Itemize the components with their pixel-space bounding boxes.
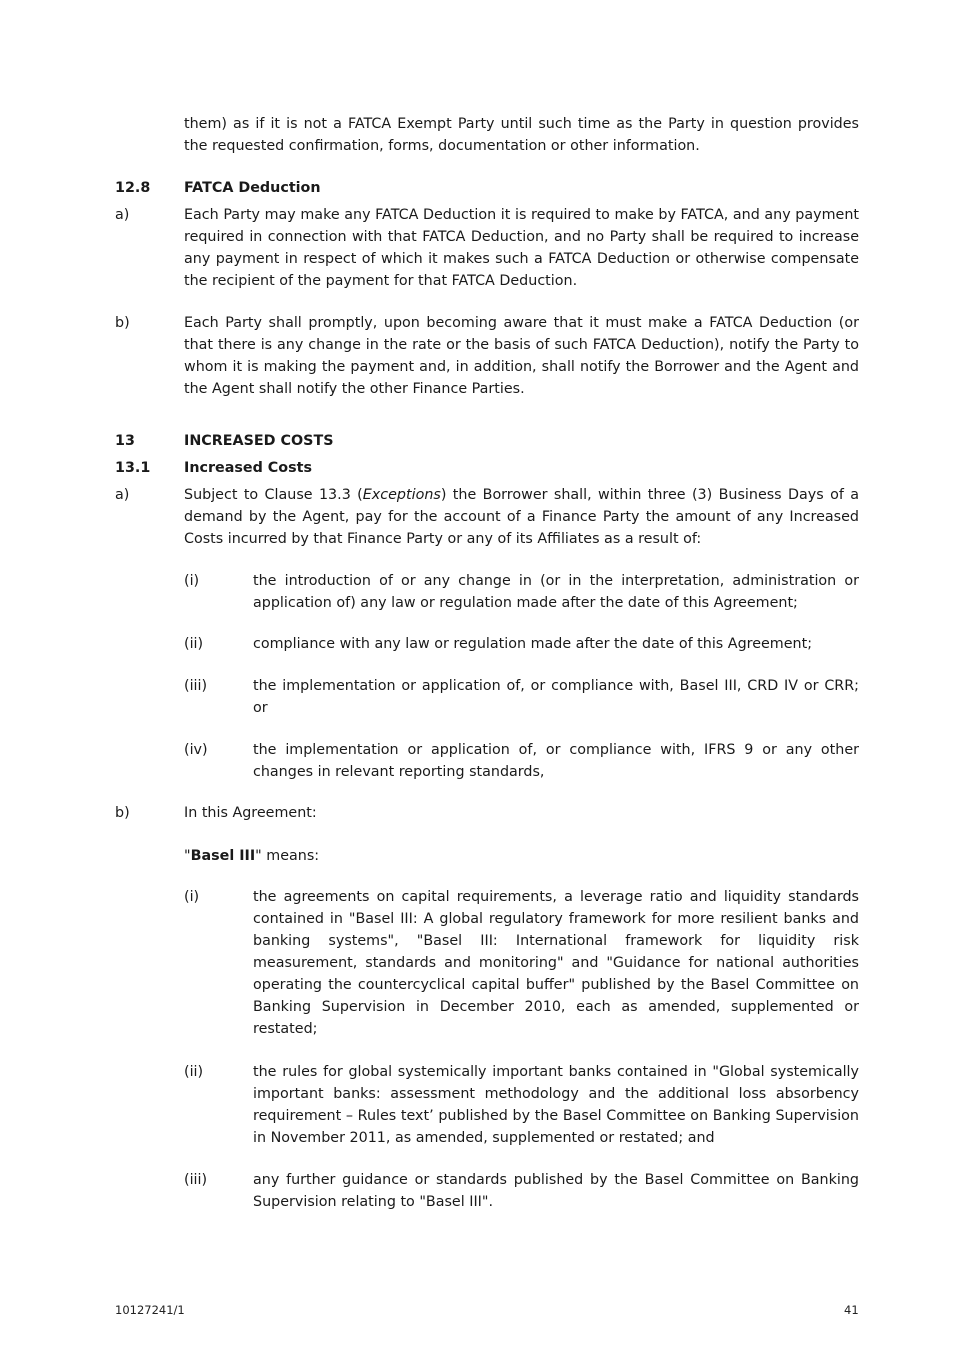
- item-text-b-i: the agreements on capital requirements, a leverage ratio and liquidity standards contained in "Basel III: A global regulatory framework for more resilient banks and banking systems", "Basel III: International framework for liquidity risk measurement, standards and monitoring" and "Guidance for national authorities operating the countercyclical capital buffer" published by the Basel Committee on Banking Supervision in December 2010, each as amended, supplemented or restated;: [253, 889, 859, 1037]
- item-text-b-iii: any further guidance or standards published by the Basel Committee on Banking Supervision relating to "Basel III".: [253, 1172, 859, 1210]
- clause-text-13-1-a: [184, 484, 859, 550]
- item-text-a-iv: the implementation or application of, or compliance with, IFRS 9 or any other changes in relevant reporting standards,: [253, 742, 859, 780]
- clause-label-13-1-a: a): [115, 487, 130, 503]
- clause-text-13-1-a-pre: Subject to Clause 13.3 (: [184, 487, 363, 503]
- definition-open-quote: ": [184, 848, 191, 864]
- item-label-b-ii: (ii): [184, 1064, 204, 1080]
- item-text-b-ii: the rules for global systemically important banks contained in "Global systemically important banks: assessment methodology and the additional loss absorbency requirement – Rules text’ published by the Basel Committee on Banking Supervision in November 2011, as amended, supplemented or restated; and: [253, 1064, 859, 1146]
- footer-doc-ref: 10127241/1: [115, 1303, 185, 1317]
- clause-text-12-8-b: Each Party shall promptly, upon becoming aware that it must make a FATCA Deduction (or that there is any change in the rate or the basis of such FATCA Deduction), notify the Party to whom it is making the payment and, in addition, shall notify the Borrower and the Agent and the Agent shall notify the other Finance Parties.: [184, 315, 859, 397]
- clause-label-13-1-b: b): [115, 805, 130, 821]
- item-text-a-ii: compliance with any law or regulation made after the date of this Agreement;: [253, 636, 813, 652]
- continuation-paragraph: them) as if it is not a FATCA Exempt Party until such time as the Party in question provides the requested confirmation, forms, documentation or other information.: [184, 116, 859, 154]
- item-label-a-ii: (ii): [184, 636, 204, 652]
- item-label-a-iv: (iv): [184, 742, 208, 758]
- clause-label-12-8-b: b): [115, 315, 130, 331]
- item-text-a-iii: the implementation or application of, or compliance with, Basel III, CRD IV or CRR; or: [253, 678, 859, 716]
- section-number-13: 13: [115, 433, 135, 449]
- item-label-b-i: (i): [184, 889, 200, 905]
- item-label-b-iii: (iii): [184, 1172, 208, 1188]
- section-title-increased-costs-sub: Increased Costs: [184, 460, 312, 476]
- section-number-13-1: 13.1: [115, 460, 151, 476]
- section-number-12-8: 12.8: [115, 180, 151, 196]
- clause-label-12-8-a: a): [115, 207, 130, 223]
- definition-means: " means:: [255, 848, 320, 864]
- definition-basel-iii: [184, 845, 859, 867]
- clause-text-13-1-b: In this Agreement:: [184, 805, 317, 821]
- clause-text-12-8-a: Each Party may make any FATCA Deduction it is required to make by FATCA, and any payment required in connection with that FATCA Deduction, and no Party shall be required to increase any payment in respect of which it makes such a FATCA Deduction or otherwise compensate the recipient of the payment for that FATCA Deduction.: [184, 207, 859, 289]
- section-title-increased-costs: INCREASED COSTS: [184, 433, 334, 449]
- section-title-fatca-deduction: FATCA Deduction: [184, 180, 321, 196]
- item-label-a-iii: (iii): [184, 678, 208, 694]
- clause-text-13-1-a-post: ) the Borrower shall, within three (3) Business Days of a demand by the Agent, pay for the account of a Finance Party the amount of any Increased Costs incurred by that Finance Party or any of its Affiliates as a result of:: [184, 487, 859, 547]
- item-text-a-i: the introduction of or any change in (or in the interpretation, administration or application of) any law or regulation made after the date of this Agreement;: [253, 573, 859, 611]
- footer-page-number: 41: [844, 1303, 859, 1317]
- exceptions-reference: Exceptions: [362, 487, 441, 503]
- item-label-a-i: (i): [184, 573, 200, 589]
- definition-term: Basel III: [190, 848, 256, 864]
